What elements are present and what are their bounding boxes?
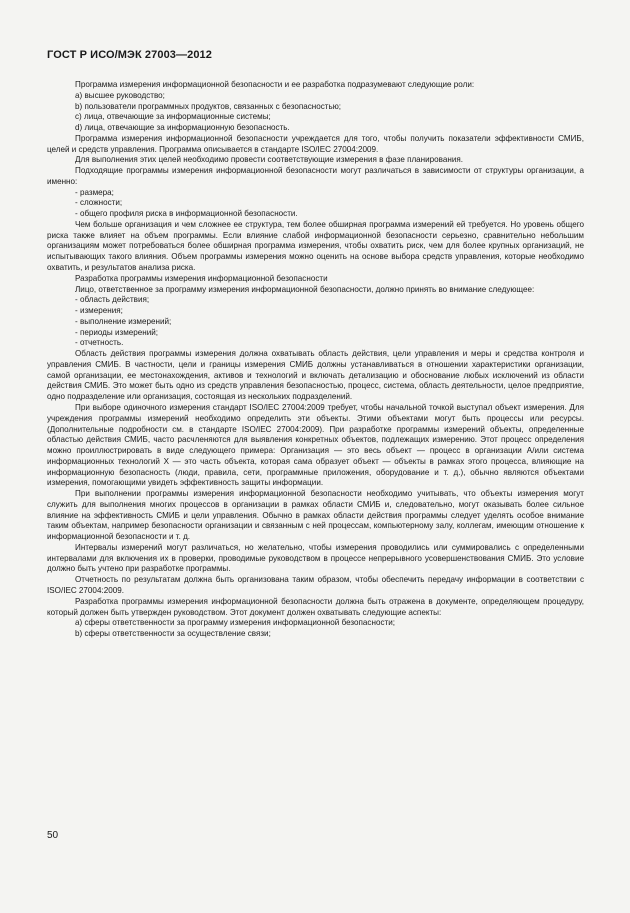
paragraph: При выполнении программы измерения информационной безопасности необходимо учитывать, что объекты измерения могут служить для выполнения многих процессов в организации в рамках области СМИБ и, следовательно, могут оказывать более сильное влияние на эффективность СМИБ и цели управления. Обычно в рамках области действия программы следует уделять особое внимание таким объектам, например безопасности организации и связанным с ней процессам, компьютерному залу, коллегам, имеющим отношение к информационной безопасности и т. д. (47, 489, 584, 542)
list-item: - периоды измерений; (75, 327, 159, 337)
list-item: b) сферы ответственности за осуществление связи; (75, 629, 271, 639)
paragraph: Разработка программы измерения информационной безопасности (75, 273, 328, 283)
list-item: - сложности; (75, 198, 123, 208)
document-body (47, 80, 584, 640)
list-item: d) лица, отвечающие за информационную безопасность. (75, 123, 290, 133)
page-header-title: ГОСТ Р ИСО/МЭК 27003—2012 (47, 49, 212, 61)
paragraph: Разработка программы измерения информационной безопасности должна быть отражена в документе, определяющем процедуру, который должен быть утвержден руководством. Этот документ должен охватывать следующие аспекты: (47, 596, 584, 617)
paragraph: Отчетность по результатам должна быть организована таким образом, чтобы обеспечить передачу информации в соответствии с ISO/IEC 27004:2009. (47, 575, 584, 595)
paragraph: Лицо, ответственное за программу измерения информационной безопасности, должно принять во внимание следующее: (75, 284, 535, 294)
list-item: a) высшее руководство; (75, 90, 165, 100)
list-item: b) пользователи программных продуктов, связанных с безопасностью; (75, 101, 342, 111)
paragraph: Для выполнения этих целей необходимо провести соответствующие измерения в фазе планирования. (75, 155, 464, 165)
paragraph: Интервалы измерений могут различаться, но желательно, чтобы измерения проводились или суммировались с определенными интервалами для включения их в проверки, проводимые руководством в процессе непрерывного усовершенствования СМИБ. Это условие должно быть учтено при разработке программы. (47, 542, 584, 574)
list-item: - область действия; (75, 295, 150, 305)
paragraph: Подходящие программы измерения информационной безопасности могут различаться в зависимости от структуры организации, а именно: (47, 166, 584, 186)
list-item: c) лица, отвечающие за информационные системы; (75, 112, 271, 122)
paragraph: Чем больше организация и чем сложнее ее структура, тем более обширная программа измерений ей требуется. Но уровень общего риска также влияет на объем программы. Если влияние слабой информационной безопасности серьезно, сравнительно небольшим организациям может потребоваться более обширная программа измерения, чтобы охватить риск, чем для более крупных организаций, не испытывающих такого влияния. Объем программы измерения можно оценить на основе выбора средств управления, которые необходимо охватить, и результатов анализа риска. (47, 219, 584, 273)
paragraph: Область действия программы измерения должна охватывать область действия, цели управления и меры и средства контроля и управления СМИБ. В частности, цели и границы измерения СМИБ должны устанавливаться в отношении характеристики организации, самой организации, ее местонахождения, активов и технологий и включать детализацию и обоснование любых исключений из области действия СМИБ. Это может быть одно из средств управления безопасностью, процесс, система, область деятельности, целое предприятие, одно подразделение или организация, состоящая из нескольких подразделений. (47, 349, 584, 402)
list-item: - общего профиля риска в информационной безопасности. (75, 209, 298, 219)
list-item: - отчетность. (75, 338, 124, 348)
paragraph: При выборе одиночного измерения стандарт ISO/IEC 27004:2009 требует, чтобы начальной точкой выступал объект измерения. Для учреждения программы измерений необходимо определить эти объекты. Этими объектами могут быть процессы или ресурсы. (Дополнительные подробности см. в стандарте ISO/IEC 27004:2009). При разработке программы измерений объекты, определенные областью действия СМИБ, часто расчленяются для выявления конкретных объектов, подлежащих измерению. Этот процесс определения можно проиллюстрировать в виде следующего примера: Организация — это весь объект — процесс в организации А/или система информационных технологий X — это часть объекта, которая сама образует объект — объекты в рамках этого процесса, влияющие на информационную безопасность (люди, правила, сети, программные приложения, оборудование и т. д.), обычно являются объектами измерения, помогающими увидеть эффективность защиты информации. (47, 402, 584, 488)
list-item: - измерения; (75, 306, 123, 316)
list-item: - размера; (75, 187, 114, 197)
paragraph: Программа измерения информационной безопасности учреждается для того, чтобы получить показатели эффективности СМИБ, целей и средств управления. Программа описывается в стандарте ISO/IEC 27004:2009. (47, 133, 584, 154)
paragraph: Программа измерения информационной безопасности и ее разработка подразумевают следующие роли: (75, 80, 475, 89)
list-item: а) сферы ответственности за программу измерения информационной безопасности; (75, 618, 395, 628)
page-number: 50 (47, 830, 59, 841)
list-item: - выполнение измерений; (75, 316, 172, 326)
